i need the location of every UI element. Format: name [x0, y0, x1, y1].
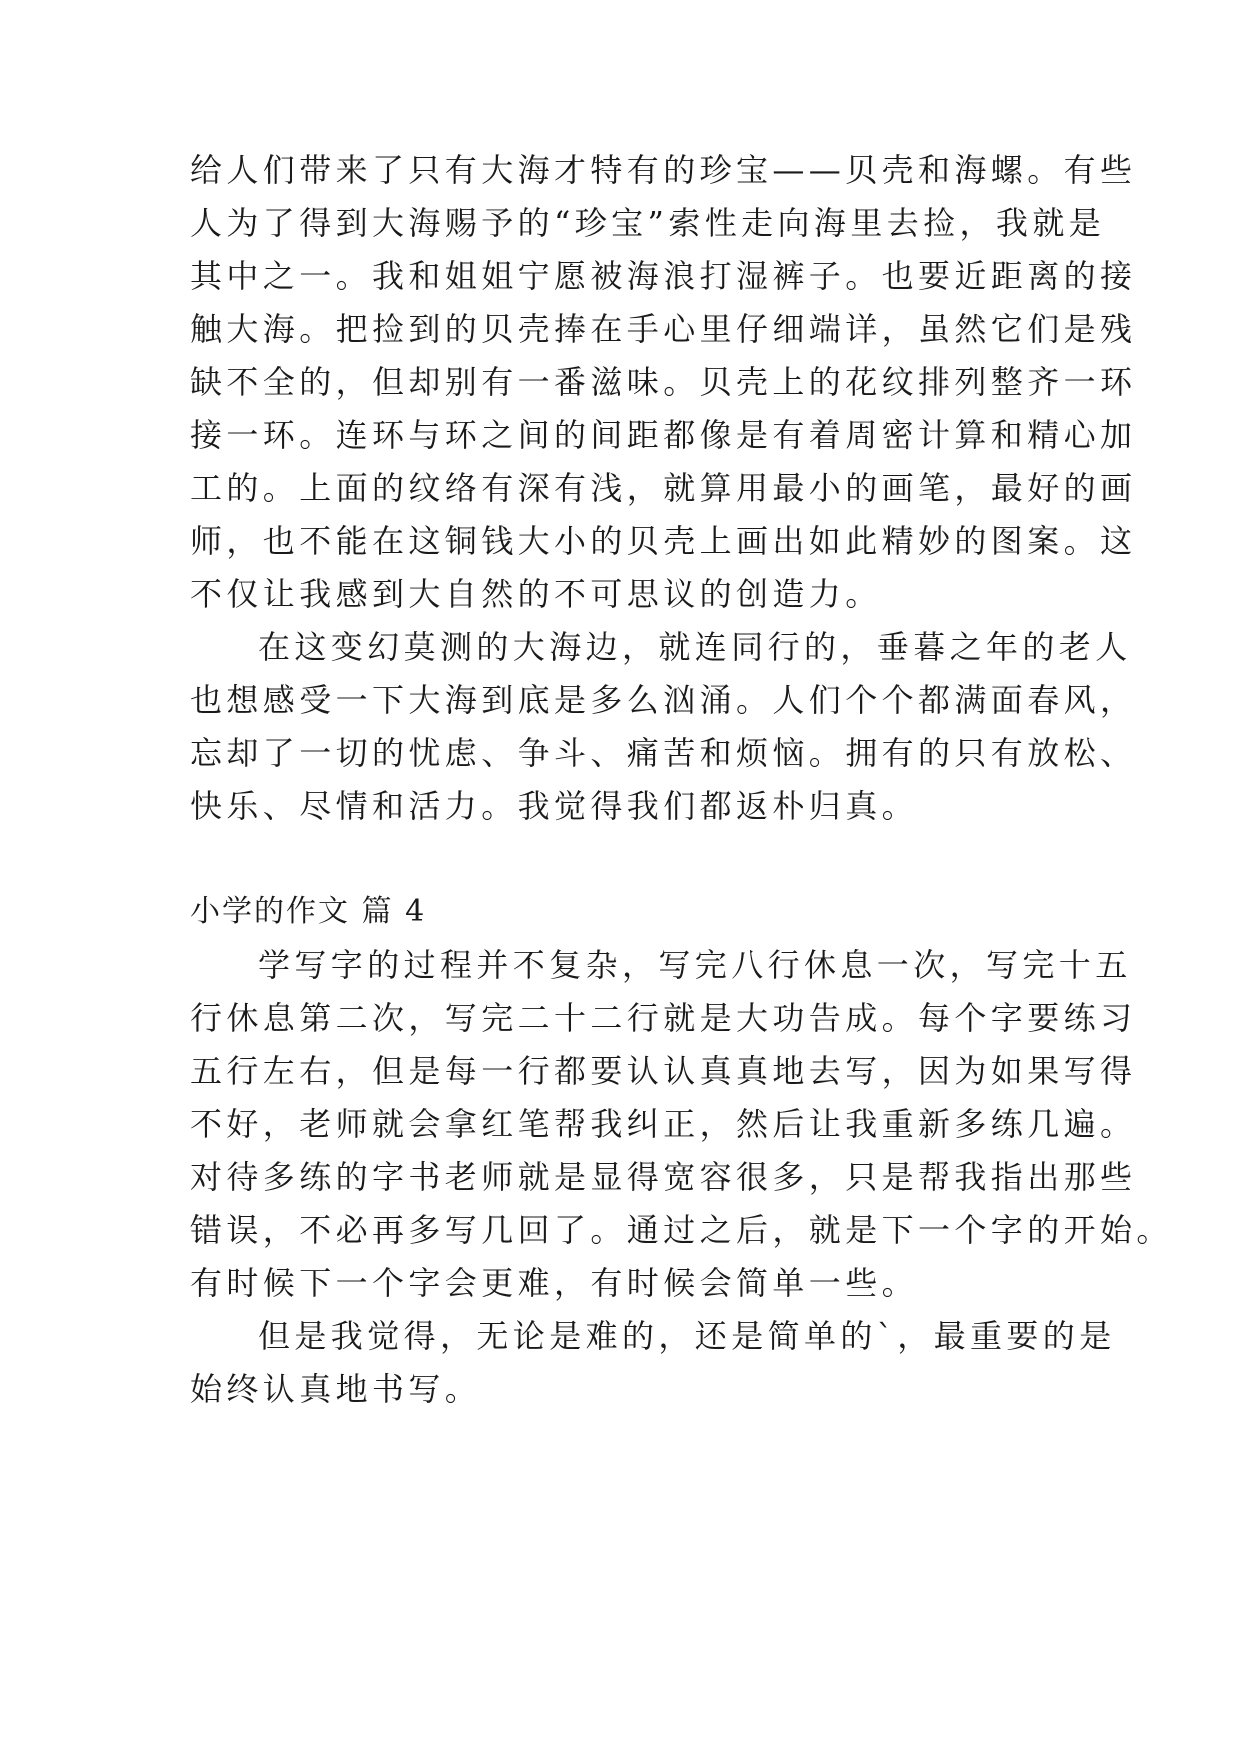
paragraph-line: 工的。上面的纹络有深有浅，就算用最小的画笔，最好的画: [190, 469, 1137, 507]
paragraph-line: 对待多练的字书老师就是显得宽容很多，只是帮我指出那些: [190, 1158, 1137, 1196]
paragraph-line: 给人们带来了只有大海才特有的珍宝——贝壳和海螺。有些: [190, 151, 1137, 189]
paragraph-line: 忘却了一切的忧虑、争斗、痛苦和烦恼。拥有的只有放松、: [190, 734, 1137, 772]
paragraph-line: 也想感受一下大海到底是多么汹涌。人们个个都满面春风，: [190, 681, 1137, 719]
paragraph-line: 学写字的过程并不复杂，写完八行休息一次，写完十五: [258, 946, 1132, 984]
paragraph-line: 人为了得到大海赐予的“珍宝”索性走向海里去捡，我就是: [190, 204, 1106, 242]
paragraph-line: 快乐、尽情和活力。我觉得我们都返朴归真。: [190, 787, 919, 825]
paragraph-line: 师，也不能在这铜钱大小的贝壳上画出如此精妙的图案。这: [190, 522, 1137, 560]
paragraph-line: 不仅让我感到大自然的不可思议的创造力。: [190, 575, 882, 613]
paragraph-line: 行休息第二次，写完二十二行就是大功告成。每个字要练习: [190, 999, 1137, 1037]
paragraph-line: 其中之一。我和姐姐宁愿被海浪打湿裤子。也要近距离的接: [190, 257, 1137, 295]
paragraph-line: 接一环。连环与环之间的间距都像是有着周密计算和精心加: [190, 416, 1137, 454]
paragraph-line: 始终认真地书写。: [190, 1370, 482, 1408]
paragraph-line: 但是我觉得，无论是难的，还是简单的`，最重要的是: [258, 1317, 1116, 1355]
paragraph-line: 在这变幻莫测的大海边，就连同行的，垂暮之年的老人: [258, 628, 1132, 666]
paragraph-line: 有时候下一个字会更难，有时候会简单一些。: [190, 1264, 919, 1302]
paragraph-line: 错误，不必再多写几回了。通过之后，就是下一个字的开始。: [190, 1211, 1173, 1249]
paragraph-line: 五行左右，但是每一行都要认认真真地去写，因为如果写得: [190, 1052, 1137, 1090]
paragraph-line: 不好，老师就会拿红笔帮我纠正，然后让我重新多练几遍。: [190, 1105, 1137, 1143]
paragraph-line: 缺不全的，但却别有一番滋味。贝壳上的花纹排列整齐一环: [190, 363, 1137, 401]
section-heading: 小学的作文 篇 4: [190, 894, 427, 929]
paragraph-line: 触大海。把捡到的贝壳捧在手心里仔细端详，虽然它们是残: [190, 310, 1137, 348]
